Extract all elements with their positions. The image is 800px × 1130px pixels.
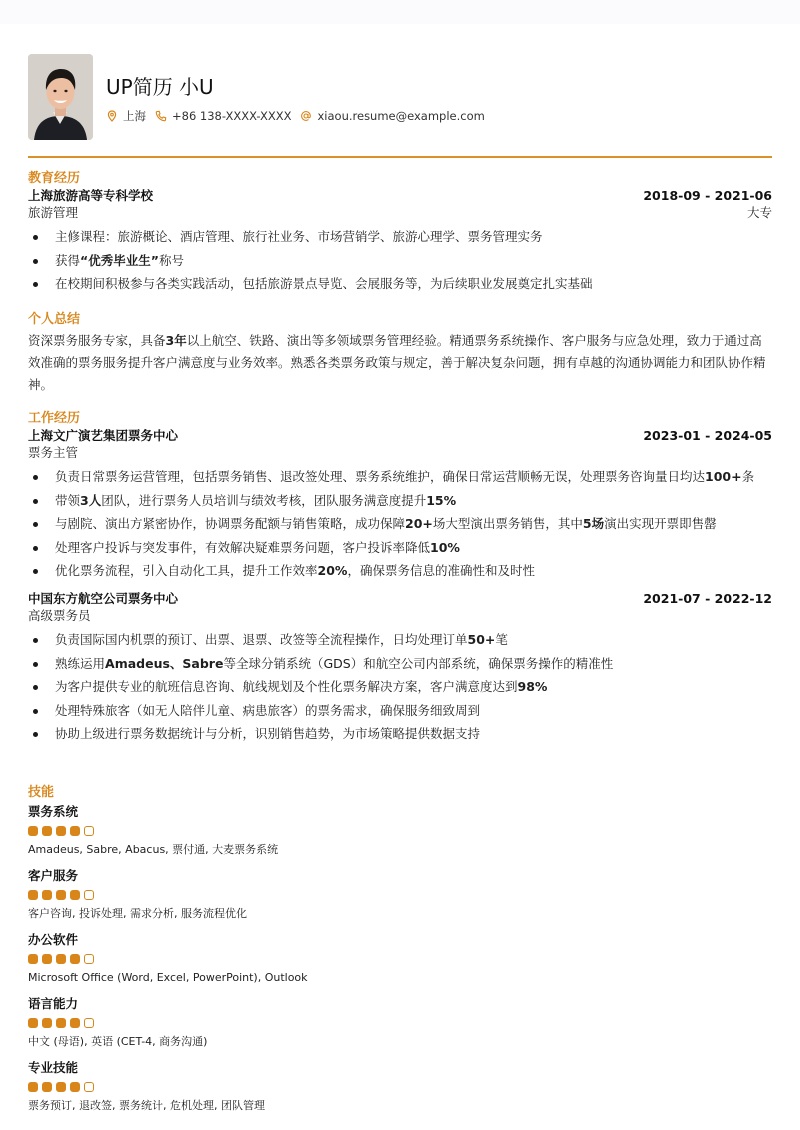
skills-section (28, 785, 772, 1113)
rating-dot-empty (84, 954, 94, 964)
job-bullets (28, 630, 772, 744)
rating-dot-filled (56, 826, 66, 836)
phone-text: +86 138-XXXX-XXXX (172, 109, 292, 123)
list-item: 处理特殊旅客（如无人陪伴儿童、病患旅客）的票务需求，确保服务细致周到 (28, 701, 772, 721)
at-sign-icon (300, 110, 312, 122)
skill-name: 语言能力 (28, 996, 79, 1011)
skill-rating (28, 954, 772, 965)
rating-dot-filled (70, 1018, 80, 1028)
location-text: 上海 (123, 109, 146, 123)
major: 旅游管理 (28, 205, 79, 220)
email-text[interactable]: xiaou.resume@example.com (317, 109, 485, 123)
rating-dot-filled (56, 1018, 66, 1028)
company-name: 中国东方航空公司票务中心 (28, 591, 179, 606)
degree: 大专 (746, 205, 772, 220)
skill-rating (28, 826, 772, 837)
skill-item (28, 995, 772, 1049)
candidate-name: UP简历 小U (106, 75, 214, 99)
list-item: 熟练运用Amadeus、Sabre等全球分销系统（GDS）和航空公司内部系统，确保票务操作的精准性 (28, 654, 772, 674)
contact-phone (155, 109, 291, 123)
job-date: 2023-01 - 2024-05 (643, 428, 772, 443)
rating-dot-filled (70, 954, 80, 964)
rating-dot-filled (56, 954, 66, 964)
skill-item (28, 1059, 772, 1113)
contact-email[interactable] (300, 109, 484, 123)
skill-description: 客户咨询, 投诉处理, 需求分析, 服务流程优化 (28, 907, 247, 920)
rating-dot-filled (28, 826, 38, 836)
skills-list (28, 803, 772, 1113)
rating-dot-filled (70, 1082, 80, 1092)
skill-item (28, 931, 772, 985)
skill-description: 票务预订, 退改签, 票务统计, 危机处理, 团队管理 (28, 1099, 265, 1112)
rating-dot-filled (42, 954, 52, 964)
skills-title: 技能 (28, 785, 55, 800)
rating-dot-filled (28, 1082, 38, 1092)
portrait-image (28, 54, 93, 140)
list-item: 负责日常票务运营管理，包括票务销售、退改签处理、票务系统维护，确保日常运营顺畅无误，处理票务咨询量日均达100+条 (28, 467, 772, 487)
rating-dot-filled (42, 1082, 52, 1092)
phone-icon (155, 110, 167, 122)
job-bullets (28, 467, 772, 581)
education-section (28, 171, 772, 298)
company-name: 上海文广演艺集团票务中心 (28, 428, 179, 443)
job-role: 票务主管 (28, 445, 79, 460)
list-item: 负责国际国内机票的预订、出票、退票、改签等全流程操作，日均处理订单50+笔 (28, 630, 772, 650)
rating-dot-empty (84, 1082, 94, 1092)
rating-dot-filled (42, 826, 52, 836)
summary-section (28, 312, 772, 396)
education-date: 2018-09 - 2021-06 (643, 188, 772, 203)
work-section (28, 411, 772, 748)
profile-photo (28, 54, 93, 140)
skill-description: 中文 (母语), 英语 (CET-4, 商务沟通) (28, 1035, 208, 1048)
skill-name: 票务系统 (28, 804, 79, 819)
rating-dot-filled (42, 1018, 52, 1028)
summary-title: 个人总结 (28, 312, 81, 327)
job-entry (28, 590, 772, 744)
location-pin-icon (106, 110, 118, 122)
skill-item (28, 867, 772, 921)
contact-info (106, 108, 494, 124)
skill-item (28, 803, 772, 857)
header-divider (28, 156, 772, 158)
resume-header (28, 54, 494, 140)
skill-name: 专业技能 (28, 1060, 79, 1075)
rating-dot-filled (70, 826, 80, 836)
skill-name: 办公软件 (28, 932, 79, 947)
job-role: 高级票务员 (28, 608, 91, 623)
list-item: 优化票务流程，引入自动化工具，提升工作效率20%，确保票务信息的准确性和及时性 (28, 561, 772, 581)
skill-rating (28, 1018, 772, 1029)
rating-dot-filled (28, 954, 38, 964)
list-item: 与剧院、演出方紧密协作，协调票务配额与销售策略，成功保障20+场大型演出票务销售，其中5场演出实现开票即售罄 (28, 514, 772, 534)
rating-dot-empty (84, 890, 94, 900)
education-bullets (28, 227, 772, 294)
summary-text: 资深票务服务专家，具备3年以上航空、铁路、演出等多领域票务管理经验。精通票务系统操作、客户服务与应急处理，致力于通过高效准确的票务服务提升客户满意度与业务效率。熟悉各类票务政策与规定，善于解决复杂问题，拥有卓越的沟通协调能力和团队协作精神。 (28, 333, 766, 392)
job-entry (28, 427, 772, 581)
education-title: 教育经历 (28, 171, 81, 186)
rating-dot-filled (42, 890, 52, 900)
skill-description: Microsoft Office (Word, Excel, PowerPoint), Outlook (28, 971, 308, 984)
top-bar (0, 0, 800, 24)
rating-dot-filled (28, 1018, 38, 1028)
skill-rating (28, 1082, 772, 1093)
rating-dot-filled (56, 1082, 66, 1092)
job-date: 2021-07 - 2022-12 (643, 591, 772, 606)
skill-rating (28, 890, 772, 901)
list-item: 处理客户投诉与突发事件，有效解决疑难票务问题，客户投诉率降低10% (28, 538, 772, 558)
list-item: 为客户提供专业的航班信息咨询、航线规划及个性化票务解决方案，客户满意度达到98% (28, 677, 772, 697)
list-item: 在校期间积极参与各类实践活动，包括旅游景点导览、会展服务等，为后续职业发展奠定扎实基础 (28, 274, 772, 294)
list-item: 获得“优秀毕业生”称号 (28, 251, 772, 271)
skill-name: 客户服务 (28, 868, 79, 883)
rating-dot-empty (84, 1018, 94, 1028)
rating-dot-filled (56, 890, 66, 900)
rating-dot-filled (28, 890, 38, 900)
list-item: 协助上级进行票务数据统计与分析，识别销售趋势，为市场策略提供数据支持 (28, 724, 772, 744)
list-item: 主修课程：旅游概论、酒店管理、旅行社业务、市场营销学、旅游心理学、票务管理实务 (28, 227, 772, 247)
work-title: 工作经历 (28, 411, 81, 426)
rating-dot-empty (84, 826, 94, 836)
contact-location (106, 108, 146, 124)
skill-description: Amadeus, Sabre, Abacus, 票付通, 大麦票务系统 (28, 843, 279, 856)
rating-dot-filled (70, 890, 80, 900)
school-name: 上海旅游高等专科学校 (28, 188, 154, 203)
list-item: 带领3人团队，进行票务人员培训与绩效考核，团队服务满意度提升15% (28, 491, 772, 511)
